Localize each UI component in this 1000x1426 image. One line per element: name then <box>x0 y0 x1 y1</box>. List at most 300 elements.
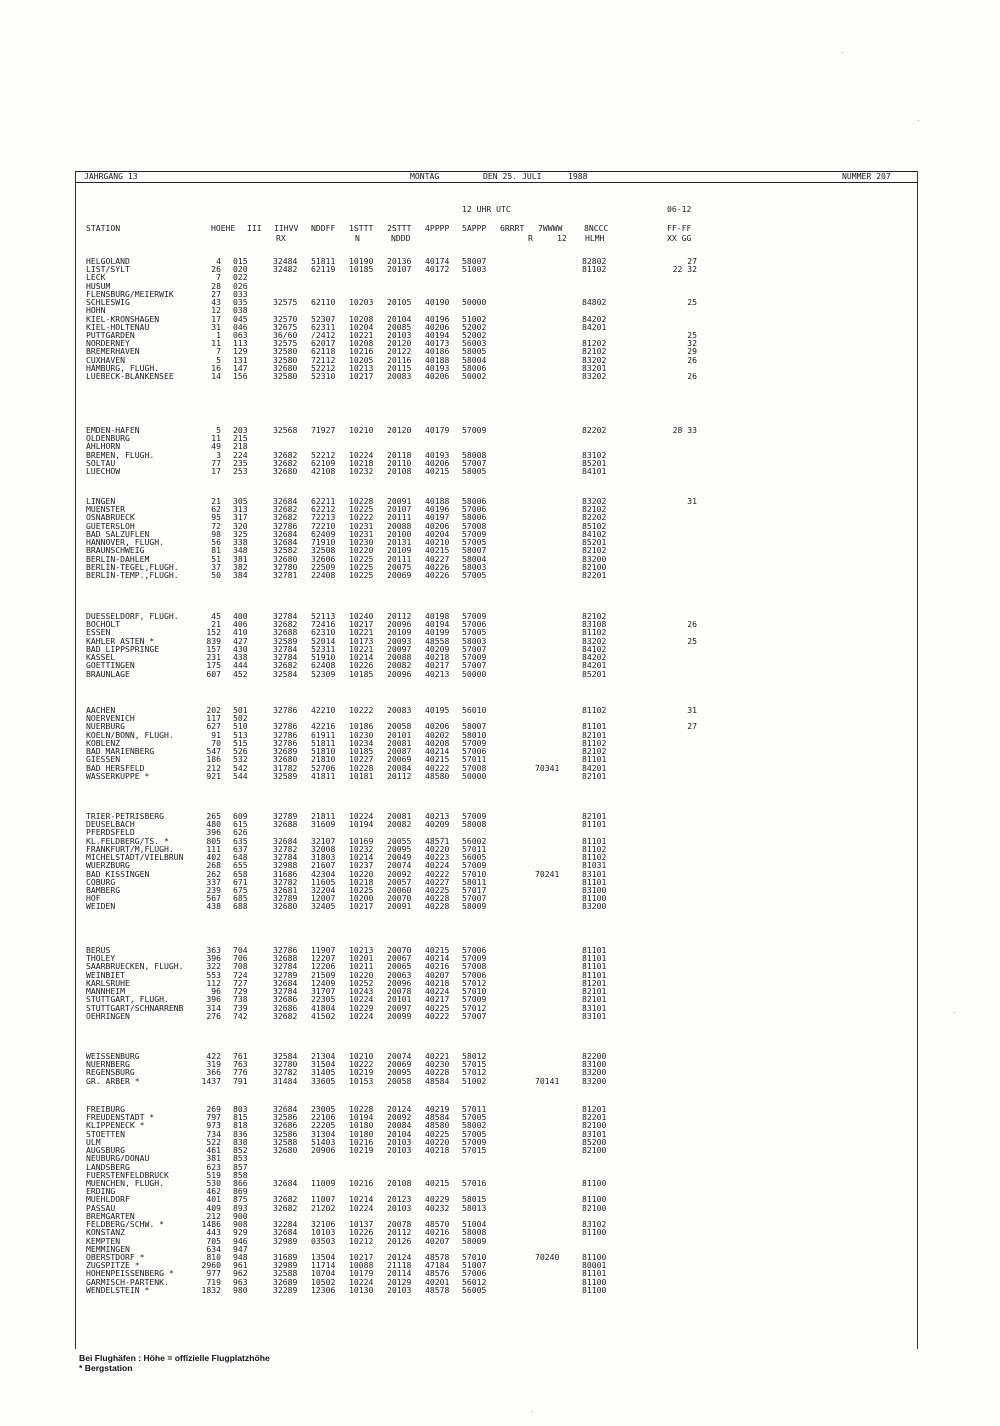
station-index: 836 <box>233 1128 248 1139</box>
cell-2sttt: 20105 <box>387 297 412 308</box>
cell-4pppp: 40206 <box>425 721 450 732</box>
cell-5appp: 57007 <box>462 660 487 671</box>
station-height: 1832 <box>201 1284 221 1295</box>
cell-1sttt: 10230 <box>349 729 374 740</box>
station-height: 56 <box>211 537 221 548</box>
cell-1sttt: 10180 <box>349 1128 374 1139</box>
cell-2sttt: 20118 <box>387 449 412 460</box>
cell-2sttt: 20112 <box>387 770 412 781</box>
station-index: 224 <box>233 449 248 460</box>
station-name: LINGEN <box>86 496 116 506</box>
cell-5appp: 58015 <box>462 1194 487 1205</box>
cell-iihvv: 32680 <box>273 754 298 765</box>
station-index: 671 <box>233 876 248 887</box>
station-index: 501 <box>233 705 248 715</box>
station-name: MUENSTER <box>86 504 125 515</box>
cell-nddff: 31803 <box>311 852 336 863</box>
table-row <box>0 372 1000 381</box>
station-index: 615 <box>233 819 248 830</box>
station-height: 268 <box>206 860 221 871</box>
cell-1sttt: 10179 <box>349 1268 374 1279</box>
cell-iihvv: 32682 <box>273 1202 298 1213</box>
cell-1sttt: 10216 <box>349 1136 374 1147</box>
station-height: 322 <box>206 961 221 972</box>
cell-4pppp: 40198 <box>425 611 450 621</box>
cell-2sttt: 20082 <box>387 819 412 830</box>
cell-4pppp: 40188 <box>425 496 450 506</box>
station-index: 626 <box>233 827 248 838</box>
cell-nddff: 21811 <box>311 811 336 821</box>
cell-5appp: 57015 <box>462 1145 487 1156</box>
cell-8nccc: 82202 <box>582 425 607 435</box>
cell-iihvv: 32580 <box>273 354 298 365</box>
cell-4pppp: 40228 <box>425 901 450 912</box>
cell-1sttt: 10203 <box>349 297 374 308</box>
cell-8nccc: 85200 <box>582 1136 607 1147</box>
cell-2sttt: 20103 <box>387 1284 412 1295</box>
cell-1sttt: 10228 <box>349 762 374 773</box>
station-index: 852 <box>233 1145 248 1156</box>
station-index: 046 <box>233 321 248 332</box>
station-name: LECK <box>86 272 106 283</box>
cell-2sttt: 20099 <box>387 1010 412 1021</box>
station-index: 444 <box>233 660 248 671</box>
station-name: MUEHLDORF <box>86 1194 130 1205</box>
station-name: OBERSTDORF * <box>86 1252 145 1262</box>
cell-iihvv: 32689 <box>273 746 298 757</box>
cell-nddff: 31504 <box>311 1059 336 1070</box>
station-name: KOBLENZ <box>86 737 121 748</box>
cell-2sttt: 20120 <box>387 425 412 435</box>
cell-1sttt: 10220 <box>349 868 374 879</box>
cell-nddff: 62408 <box>311 660 336 671</box>
station-height: 28 <box>211 280 221 291</box>
station-height: 269 <box>206 1104 221 1114</box>
station-height: 921 <box>206 770 221 781</box>
cell-5appp: 57009 <box>462 611 487 621</box>
col-iii: III <box>247 223 262 233</box>
station-height: 14 <box>211 371 221 382</box>
cell-nddff: 62409 <box>311 528 336 539</box>
station-index: 542 <box>233 762 248 773</box>
cell-8nccc: 81100 <box>582 1284 607 1295</box>
cell-1sttt: 10201 <box>349 953 374 964</box>
station-height: 11 <box>211 338 221 349</box>
cell-1sttt: 10222 <box>349 512 374 523</box>
station-name: FREIBURG <box>86 1104 125 1114</box>
cell-nddff: 12306 <box>311 1284 336 1295</box>
cell-iihvv: 32786 <box>273 721 298 732</box>
cell-iihvv: 32688 <box>273 953 298 964</box>
station-name: STUTTGART, FLUGH. <box>86 994 169 1005</box>
cell-1sttt: 10137 <box>349 1219 374 1230</box>
cell-8nccc: 83202 <box>582 371 607 382</box>
cell-2sttt: 20101 <box>387 729 412 740</box>
station-height: 95 <box>211 512 221 523</box>
cell-ff-gg: 25 <box>687 635 697 646</box>
station-name: MICHELSTADT/VIELBRUN <box>86 852 184 863</box>
station-index: 513 <box>233 729 248 740</box>
cell-1sttt: 10213 <box>349 362 374 373</box>
cell-iihvv: 32586 <box>273 1112 298 1123</box>
cell-4pppp: 40206 <box>425 321 450 332</box>
cell-1sttt: 10214 <box>349 652 374 663</box>
cell-1sttt: 10229 <box>349 1002 374 1013</box>
cell-nddff: 22509 <box>311 561 336 572</box>
station-name: NUERNBERG <box>86 1059 130 1070</box>
station-name: AACHEN <box>86 705 116 715</box>
cell-nddff: 42216 <box>311 721 336 732</box>
cell-1sttt: 10211 <box>349 961 374 972</box>
cell-5appp: 58004 <box>462 553 487 564</box>
cell-8nccc: 82101 <box>582 994 607 1005</box>
cell-4pppp: 40215 <box>425 754 450 765</box>
cell-5appp: 57008 <box>462 961 487 972</box>
cell-8nccc: 83102 <box>582 449 607 460</box>
cell-5appp: 56012 <box>462 1276 487 1287</box>
cell-nddff: 71927 <box>311 425 336 435</box>
cell-1sttt: 10219 <box>349 1067 374 1078</box>
cell-nddff: 11605 <box>311 876 336 887</box>
cell-2sttt: 20082 <box>387 660 412 671</box>
cell-5appp: 52002 <box>462 321 487 332</box>
station-name: WEINBIET <box>86 969 125 980</box>
cell-2sttt: 20095 <box>387 1067 412 1078</box>
station-height: 3 <box>216 449 221 460</box>
cell-ff-gg: 26 <box>687 619 697 630</box>
station-height: 43 <box>211 297 221 308</box>
cell-2sttt: 20083 <box>387 705 412 715</box>
cell-5appp: 57016 <box>462 1178 487 1188</box>
cell-2sttt: 20088 <box>387 520 412 531</box>
cell-iihvv: 32786 <box>273 705 298 715</box>
cell-8nccc: 81101 <box>582 953 607 964</box>
cell-nddff: 22205 <box>311 1120 336 1131</box>
cell-2sttt: 20120 <box>387 338 412 349</box>
volume-label: JAHRGANG 13 <box>84 171 138 181</box>
station-name: KIEL-HOLTENAU <box>86 321 150 332</box>
cell-1sttt: 10210 <box>349 1051 374 1061</box>
cell-iihvv: 32582 <box>273 545 298 556</box>
cell-nddff: 11007 <box>311 1194 336 1205</box>
cell-iihvv: 32686 <box>273 1002 298 1013</box>
cell-iihvv: 32680 <box>273 466 298 477</box>
cell-2sttt: 20096 <box>387 619 412 630</box>
station-name: WASSERKUPPE * <box>86 770 150 781</box>
cell-5appp: 57012 <box>462 1002 487 1013</box>
station-height: 262 <box>206 868 221 879</box>
cell-nddff: 12206 <box>311 961 336 972</box>
station-name: HOHN <box>86 305 106 316</box>
cell-2sttt: 20108 <box>387 466 412 477</box>
cell-2sttt: 20091 <box>387 496 412 506</box>
cell-1sttt: 10225 <box>349 504 374 515</box>
cell-5appp: 58006 <box>462 512 487 523</box>
station-height: 17 <box>211 313 221 324</box>
station-name: BERLIN-TEMP.,FLUGH. <box>86 570 179 580</box>
cell-5appp: 57009 <box>462 652 487 663</box>
station-height: 1 <box>216 330 221 340</box>
cell-2sttt: 20104 <box>387 1128 412 1139</box>
station-name: COBURG <box>86 876 116 887</box>
station-name: KL.FELDBERG/TS. * <box>86 835 169 846</box>
cell-8nccc: 83101 <box>582 1128 607 1139</box>
cell-1sttt: 10218 <box>349 876 374 887</box>
cell-1sttt: 10204 <box>349 321 374 332</box>
station-name: PUTTGARDEN <box>86 330 135 340</box>
cell-1sttt: 10231 <box>349 520 374 531</box>
scan-speck <box>954 1012 955 1013</box>
cell-8nccc: 81101 <box>582 876 607 887</box>
cell-2sttt: 20085 <box>387 321 412 332</box>
cell-iihvv: 31782 <box>273 762 298 773</box>
cell-5appp: 51002 <box>462 1075 487 1086</box>
cell-2sttt: 20078 <box>387 986 412 997</box>
cell-8nccc: 81102 <box>582 264 607 275</box>
cell-4pppp: 40210 <box>425 537 450 548</box>
cell-1sttt: 10212 <box>349 1235 374 1246</box>
station-index: 727 <box>233 977 248 988</box>
cell-8nccc: 81102 <box>582 737 607 748</box>
cell-1sttt: 10200 <box>349 893 374 904</box>
cell-8nccc: 84102 <box>582 528 607 539</box>
cell-4pppp: 48576 <box>425 1268 450 1279</box>
cell-2sttt: 20116 <box>387 354 412 365</box>
cell-2sttt: 20069 <box>387 1059 412 1070</box>
cell-5appp: 57006 <box>462 945 487 955</box>
station-height: 396 <box>206 827 221 838</box>
station-height: 17 <box>211 466 221 477</box>
cell-1sttt: 10232 <box>349 466 374 477</box>
station-index: 015 <box>233 256 248 266</box>
station-height: 91 <box>211 729 221 740</box>
cell-nddff: 11907 <box>311 945 336 955</box>
station-height: 212 <box>206 1210 221 1221</box>
station-height: 396 <box>206 994 221 1005</box>
cell-4pppp: 48584 <box>425 1112 450 1123</box>
cell-1sttt: 10225 <box>349 885 374 895</box>
cell-nddff: 71910 <box>311 537 336 548</box>
cell-4pppp: 48584 <box>425 1075 450 1086</box>
cell-4pppp: 40179 <box>425 425 450 435</box>
cell-nddff: 21810 <box>311 754 336 765</box>
station-height: 62 <box>211 504 221 515</box>
station-index: 655 <box>233 860 248 871</box>
cell-4pppp: 40216 <box>425 1227 450 1238</box>
station-name: EMDEN-HAFEN <box>86 425 140 435</box>
cell-4pppp: 40222 <box>425 1010 450 1021</box>
cell-nddff: 31707 <box>311 986 336 997</box>
cell-8nccc: 82101 <box>582 811 607 821</box>
cell-8nccc: 83101 <box>582 868 607 879</box>
station-name: WENDELSTEIN * <box>86 1284 150 1295</box>
station-index: 452 <box>233 668 248 679</box>
cell-iihvv: 32680 <box>273 1145 298 1156</box>
cell-2sttt: 20081 <box>387 737 412 748</box>
cell-2sttt: 20109 <box>387 545 412 556</box>
cell-2sttt: 20070 <box>387 893 412 904</box>
cell-iihvv: 32575 <box>273 338 298 349</box>
table-row <box>0 670 1000 679</box>
cell-5appp: 51002 <box>462 313 487 324</box>
cell-4pppp: 48578 <box>425 1252 450 1262</box>
cell-nddff: 52212 <box>311 449 336 460</box>
cell-iihvv: 32688 <box>273 627 298 638</box>
cell-1sttt: 10185 <box>349 668 374 679</box>
cell-nddff: 10502 <box>311 1276 336 1287</box>
station-index: 515 <box>233 737 248 748</box>
station-height: 634 <box>206 1243 221 1254</box>
station-height: 797 <box>206 1112 221 1123</box>
station-name: HOF <box>86 893 101 904</box>
cell-1sttt: 10205 <box>349 354 374 365</box>
cell-8nccc: 81101 <box>582 1268 607 1279</box>
cell-2sttt: 20107 <box>387 264 412 275</box>
cell-5appp: 56005 <box>462 1284 487 1295</box>
station-name: REGENSBURG <box>86 1067 135 1078</box>
col-7wwww: 7WWWW <box>538 223 563 233</box>
cell-4pppp: 40196 <box>425 504 450 515</box>
cell-8nccc: 84202 <box>582 652 607 663</box>
station-name: BAMBERG <box>86 885 121 895</box>
cell-4pppp: 40197 <box>425 512 450 523</box>
station-index: 609 <box>233 811 248 821</box>
cell-iihvv: 32786 <box>273 729 298 740</box>
cell-8nccc: 81100 <box>582 1194 607 1205</box>
cell-2sttt: 20129 <box>387 1276 412 1287</box>
cell-ff-gg: 31 <box>687 496 697 506</box>
cell-iihvv: 32589 <box>273 770 298 781</box>
station-height: 409 <box>206 1202 221 1213</box>
cell-8nccc: 83202 <box>582 635 607 646</box>
cell-4pppp: 48578 <box>425 1284 450 1295</box>
cell-2sttt: 20069 <box>387 570 412 580</box>
station-name: BERLIN-DAHLEM <box>86 553 150 564</box>
station-index: 929 <box>233 1227 248 1238</box>
cell-nddff: 32107 <box>311 835 336 846</box>
cell-2sttt: 20075 <box>387 561 412 572</box>
station-name: MUENCHEN, FLUGH. <box>86 1178 164 1188</box>
cell-5appp: 58008 <box>462 819 487 830</box>
col-4pppp: 4PPPP <box>425 223 450 233</box>
station-height: 402 <box>206 852 221 863</box>
station-index: 384 <box>233 570 248 580</box>
cell-4pppp: 40206 <box>425 457 450 468</box>
cell-4pppp: 40215 <box>425 945 450 955</box>
cell-8nccc: 82102 <box>582 611 607 621</box>
station-index: 348 <box>233 545 248 556</box>
cell-iihvv: 32784 <box>273 611 298 621</box>
station-height: 438 <box>206 901 221 912</box>
cell-iihvv: 32989 <box>273 1260 298 1271</box>
col-station: STATION <box>86 223 121 233</box>
col-5appp: 5APPP <box>462 223 487 233</box>
cell-4pppp: 40207 <box>425 1235 450 1246</box>
cell-nddff: 22305 <box>311 994 336 1005</box>
col-nddd: NDDD <box>391 233 411 243</box>
cell-4pppp: 40218 <box>425 1145 450 1156</box>
cell-5appp: 57006 <box>462 1268 487 1279</box>
station-name: HAMBURG, FLUGH. <box>86 362 160 373</box>
cell-1sttt: 10240 <box>349 611 374 621</box>
cell-iihvv: 32675 <box>273 321 298 332</box>
cell-2sttt: 20112 <box>387 1227 412 1238</box>
cell-nddff: 12207 <box>311 953 336 964</box>
station-name: HOHENPEISSENBERG * <box>86 1268 174 1279</box>
cell-8nccc: 81101 <box>582 721 607 732</box>
station-index: 961 <box>233 1260 248 1271</box>
cell-5appp: 50002 <box>462 371 487 382</box>
cell-4pppp: 40227 <box>425 553 450 564</box>
cell-4pppp: 40194 <box>425 619 450 630</box>
cell-5appp: 57017 <box>462 885 487 895</box>
cell-8nccc: 81100 <box>582 1227 607 1238</box>
station-index: 729 <box>233 986 248 997</box>
cell-4pppp: 48570 <box>425 1219 450 1230</box>
col-ff-ff: FF-FF <box>667 223 692 233</box>
station-height: 7 <box>216 272 221 283</box>
cell-4pppp: 40229 <box>425 1194 450 1205</box>
cell-8nccc: 82101 <box>582 770 607 781</box>
station-index: 675 <box>233 885 248 895</box>
cell-1sttt: 10224 <box>349 811 374 821</box>
cell-8nccc: 82201 <box>582 1112 607 1123</box>
station-name: KARLSRUHE <box>86 977 130 988</box>
cell-5appp: 57007 <box>462 643 487 654</box>
cell-iihvv: 32680 <box>273 362 298 373</box>
cell-iihvv: 32575 <box>273 297 298 308</box>
cell-4pppp: 40188 <box>425 354 450 365</box>
cell-8nccc: 82102 <box>582 504 607 515</box>
cell-8nccc: 83101 <box>582 1002 607 1013</box>
cell-nddff: 72210 <box>311 520 336 531</box>
cell-4pppp: 40215 <box>425 545 450 556</box>
cell-5appp: 50000 <box>462 297 487 308</box>
cell-8nccc: 83100 <box>582 885 607 895</box>
cell-ff-gg: 25 <box>687 330 697 340</box>
station-name: KEMPTEN <box>86 1235 121 1246</box>
cell-2sttt: 20124 <box>387 1252 412 1262</box>
cell-2sttt: 20049 <box>387 852 412 863</box>
cell-iihvv: 32682 <box>273 660 298 671</box>
cell-iihvv: 32789 <box>273 893 298 904</box>
station-height: 96 <box>211 986 221 997</box>
cell-nddff: 52307 <box>311 313 336 324</box>
station-name: BAD KISSINGEN <box>86 868 150 879</box>
cell-5appp: 58008 <box>462 449 487 460</box>
cell-nddff: 03503 <box>311 1235 336 1246</box>
cell-7wwww: 70141 <box>535 1075 560 1086</box>
table-row <box>0 1077 1000 1086</box>
cell-8nccc: 81100 <box>582 893 607 904</box>
cell-2sttt: 20115 <box>387 362 412 373</box>
cell-5appp: 57006 <box>462 746 487 757</box>
cell-iihvv: 32584 <box>273 1051 298 1061</box>
cell-1sttt: 10226 <box>349 660 374 671</box>
cell-1sttt: 10226 <box>349 1227 374 1238</box>
cell-4pppp: 40196 <box>425 313 450 324</box>
station-height: 51 <box>211 553 221 564</box>
cell-iihvv: 32482 <box>273 264 298 275</box>
station-index: 325 <box>233 528 248 539</box>
station-name: WUERZBURG <box>86 860 130 871</box>
cell-5appp: 56005 <box>462 852 487 863</box>
station-height: 276 <box>206 1010 221 1021</box>
cell-8nccc: 84202 <box>582 313 607 324</box>
col-8nccc: 8NCCC <box>584 223 609 233</box>
cell-8nccc: 82200 <box>582 1051 607 1061</box>
cell-1sttt: 10225 <box>349 561 374 572</box>
